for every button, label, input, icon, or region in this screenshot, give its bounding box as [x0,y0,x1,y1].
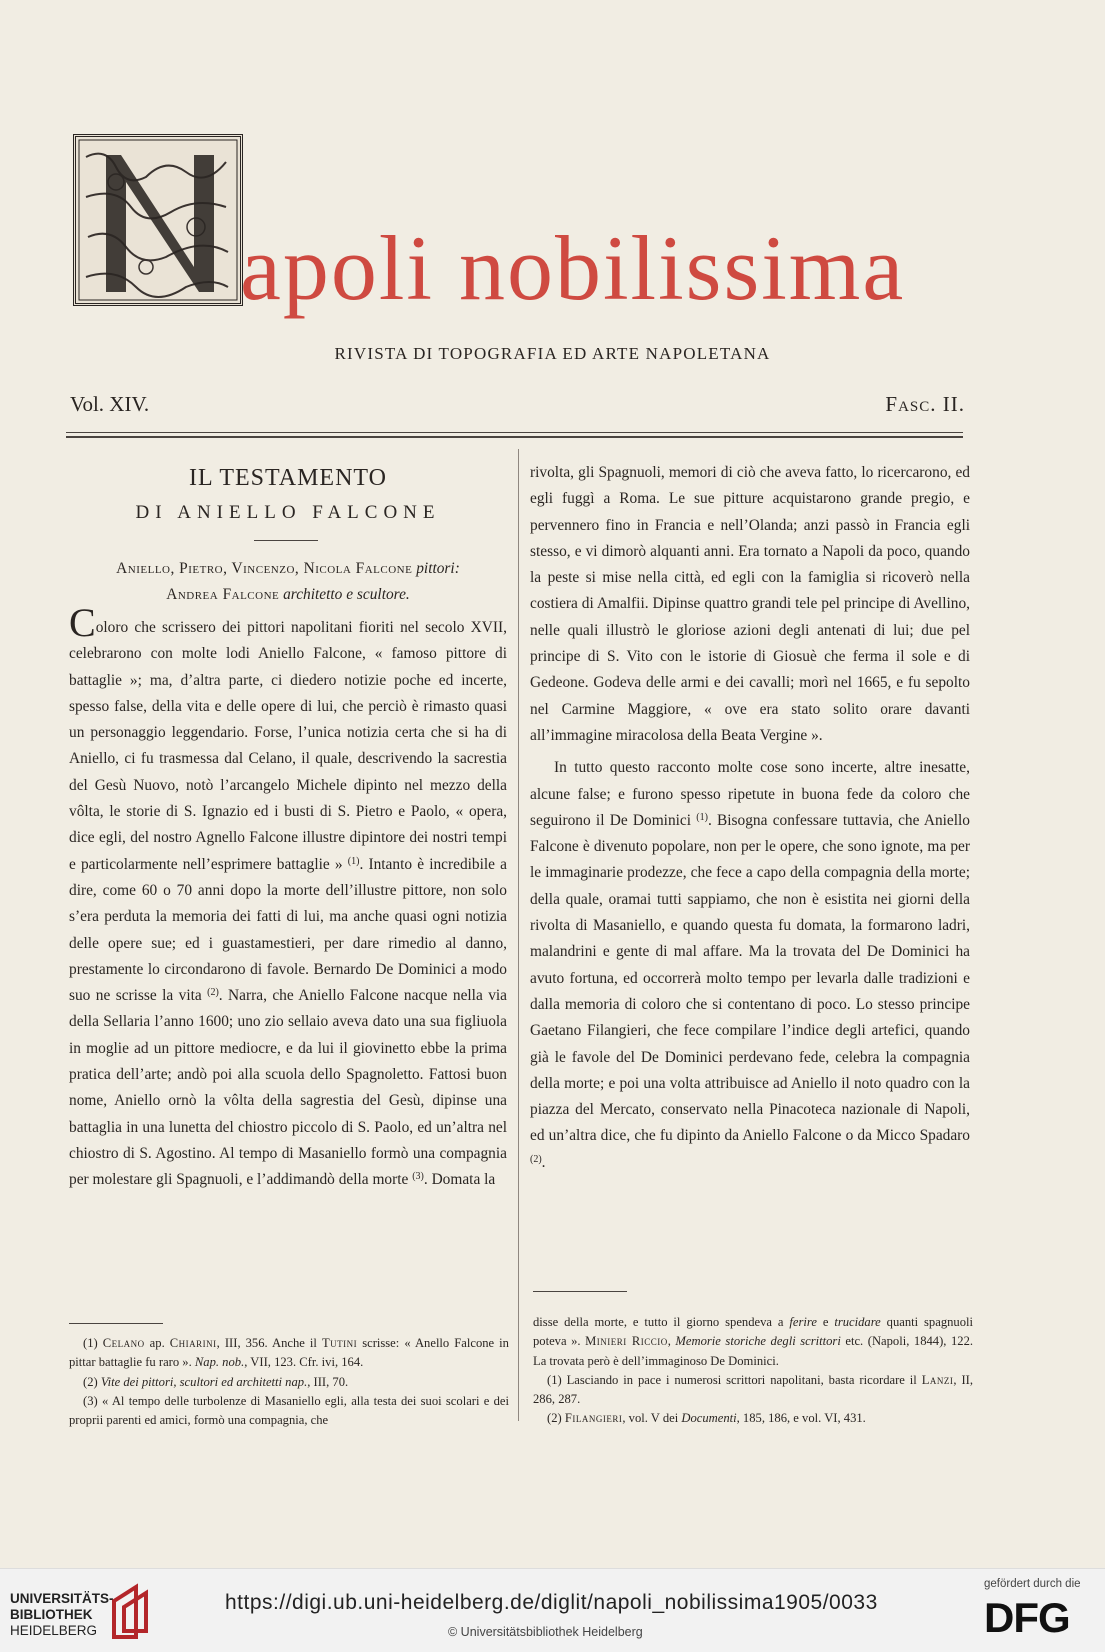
library-name-line: HEIDELBERG [10,1623,98,1638]
paragraph-text: . [541,1153,546,1171]
funded-by-label: gefördert durch die [984,1578,1081,1590]
emphasis: trucidare [834,1315,881,1329]
header-rule-thick [66,436,963,438]
work-title: Nap. nob. [194,1355,245,1370]
article-subtitle: DI ANIELLO FALCONE [135,502,441,523]
paragraph-continuation: rivolta, gli Spagnuoli, memori di ciò che aveva fatto, lo ricercarono, ed egli fuggì a Roma. Le sue pitture acquistarono grande pregio, e pervennero fino in Francia e nell’Olanda; anzi passò in Francia egli stesso, e vi dimorò alquanti anni. Era tornato a Napoli da poco, quando la peste si mise nella città, ed egli con la famiglia si ricoverò nella costiera di Amalfii. Dipinse quattro grandi tele pel principe di Avellino, nelle quali illustrò le gloriose azioni degli antenati di lui; due pel principe di S. Vito con le istorie di Giosuè che ferma il sole e di Gedeone. Godeva delle armi e dei cavalli; morì nel 1665, e fu sepolto nel Carmine Maggiore, « ove era stato solito orare davanti all’immagine miracolosa della Beata Vergine ». [530,464,970,744]
author-name: Celano [102,1336,145,1350]
paragraph-text: . Domata la [423,1171,496,1189]
footnote-text: , [667,1334,676,1349]
author-name: Chiarini [169,1336,217,1350]
volume-number: Vol. XIV. [70,392,150,416]
byline-architect-role: architetto e scultore. [283,586,410,603]
footnote-2 [69,1373,509,1392]
footnote-text: e [816,1315,835,1329]
library-name-line: UNIVERSITÄTS- [10,1591,114,1606]
footnote-rule-right [533,1291,627,1292]
footnote-text: , III, 356. Anche il [216,1336,322,1350]
dfg-logo[interactable]: DFG [984,1594,1070,1641]
article-title-rule [254,540,318,541]
library-logo-icon[interactable] [110,1583,156,1641]
paragraph-text: . Intanto è incredibile a dire, come 60 o 70 anni dopo la morte dell’illustre pittore, non solo s’era perduta la memoria dei fatti di lui, ma anche quasi ogni notizia delle opere sue; ed i guastamestieri, per dare rimedio al danno, prestamente lo circondarono di favole. Bernardo De Dominici a modo suo ne scrisse la vita [69,855,507,1005]
footnote-text: , 185, 186, e vol. VI, 431. [736,1411,866,1426]
footnote-ref: (1) [347,855,360,867]
footnote-text: , III, 70. [307,1374,349,1389]
left-column-text [69,600,507,1194]
journal-title: apoli nobilissima [240,217,906,319]
emphasis: ferire [789,1315,817,1329]
paragraph-text: oloro che scrissero dei pittori napolitani fioriti nel secolo XVII, celebrarono con molte lodi Aniello Falcone, « famoso pittore di battaglie »; ma, d’altra parte, ci diedero notizie poche ed incerte, spesso false, della vita e delle opere di lui, che perciò è rimasto quasi un personaggio leggendario. Forse, l’unica notizia certa che si ha di Aniello, ci fu trasmessa dal Celano, il quale, descrivendo la sacrestia del Gesù Nuovo, notò l’arcangelo Michele dipinto nel mezzo della vôlta, le storie di S. Ignazio ed i busti di S. Pietro e Paolo, « opera, dice egli, del nostro Agnello Falcone illustre dipintore dei nostri tempi e particolarmente nell’esprimere battaglie » [69,619,507,873]
library-name-line: BIBLIOTHEK [10,1607,93,1622]
column-divider [518,449,519,1421]
byline-architect [69,582,507,608]
footnote-1 [69,1334,509,1373]
byline-architect-name: Andrea Falcone [166,586,280,603]
work-title: Memorie storiche degli scrittori [675,1334,841,1349]
footnote-text: ap. [144,1336,170,1350]
page-url-link[interactable]: https://digi.ub.uni-heidelberg.de/diglit/napoli_nobilissima1905/0033 [225,1591,878,1614]
author-name: Lanzi [921,1372,954,1387]
footnote-rule-left [69,1323,163,1324]
footnote-text: (2) [547,1411,565,1426]
copyright-notice: © Universitätsbibliothek Heidelberg [448,1625,643,1639]
drop-cap: C [69,600,96,645]
fascicle-number: Fasc. II. [885,392,965,416]
footnote-right-2 [533,1409,973,1428]
ornamental-initial-n-icon [76,137,240,303]
footnote-right-1 [533,1371,973,1410]
ornamental-initial [73,134,243,306]
paragraph-text: . Narra, che Aniello Falcone nacque nella via della Sellaria l’anno 1600; uno zio sellaio aveva dato una sua figliuola in moglie ad un pittore mediocre, e da lui il giovinetto ebbe la prima pratica dell’arte; andò poi alla scuola dello Spagnoletto. Fattosi buon nome, Aniello ornò la vôlta della sagrestia del Gesù, dipinse una battaglia in una lunetta del chiostro piccolo di S. Paolo, ed un’altra nel chiostro di S. Agostino. Al tempo di Masaniello formò una compagnia per molestare gli Spagnuoli, e l’addimandò della morte [69,987,507,1189]
footnote-ref: (2) [207,987,219,999]
footnote-ref: (1) [696,811,708,823]
footnote-text: etc. (Napoli, 1844), 122. La trovata però è dell’immaginoso De Dominici. [533,1334,974,1368]
journal-subtitle: RIVISTA DI TOPOGRAFIA ED ARTE NAPOLETANA [334,344,771,363]
work-title: Vite dei pittori, scultori ed architetti nap. [100,1374,308,1389]
author-name: Minieri Riccio [585,1334,668,1349]
byline-painters [69,556,507,582]
footnote-3-continued [533,1313,973,1371]
article-title: IL TESTAMENTO [189,465,387,491]
byline-painters-role: pittori: [416,560,460,577]
footnote-text: scrisse: « Anello Falcone in pittar battaglie fu raro ». [69,1336,509,1370]
footnote-ref: (2) [530,1153,542,1165]
footnote-text: , VII, 123. Cfr. ivi, 164. [244,1355,364,1370]
footnote-number: (2) [83,1374,98,1389]
svg-text:N: N [152,236,164,253]
footnotes-left [69,1334,509,1430]
footnote-text: (1) Lasciando in pace i numerosi scrittori napolitani, basta ricordare il [547,1372,922,1387]
right-column-text [530,460,970,1176]
footnote-number: (1) [83,1336,98,1350]
byline-painters-names: Aniello, Pietro, Vincenzo, Nicola Falcone [116,560,413,577]
author-name: Tutini [321,1336,358,1350]
footnote-ref: (3) [412,1171,424,1183]
paragraph-text: . Bisogna confessare tuttavia, che Aniello Falcone è divenuto popolare, non per le opere, che sono ignote, ma per le immaginarie prodezze, che fece a capo della compagnia della morte; della quale, oramai tutti sappiamo, che non è esistita nei giorni della rivolta di Masaniello, e quando questa fu domata, la formarono ladri, malandrini e gente di mal affare. Ma la trovata del De Dominici ha avuto fortuna, ed occorrerà molto tempo per levarla dalle tradizioni e dalla memoria di coloro che si contentano di poco. Lo stesso principe Gaetano Filangieri, che fece compilare l’indice degli artefici, quando già le favole del De Dominici perdevano fede, celebra la compagnia della morte; e poi una volta attribuisce ad Aniello il noto quadro con la piazza del Mercato, conservato nella Pinacoteca nazionale di Napoli, ed un’altra dice, che fu dipinto da Aniello Falcone o da Micco Spadaro [530,811,971,1145]
footnote-text: quanti spagnuoli poteva ». [533,1315,974,1349]
paragraph-1 [69,600,507,1194]
work-title: Documenti [681,1411,737,1426]
author-name: Filangieri [564,1411,623,1426]
footnotes-right [533,1313,973,1429]
viewer-footer [0,1568,1105,1652]
library-name[interactable] [10,1591,114,1639]
header-rule [66,432,963,433]
footnote-text: , II, 286, 287. [533,1372,973,1407]
footnote-text: , vol. V dei [622,1411,682,1426]
paragraph-2 [530,755,970,1176]
footnote-3: (3) « Al tempo delle turbolenze di Masaniello egli, alla testa dei suoi scolari e dei proprii parenti ed amici, formò una compagnia, che [69,1393,509,1428]
paragraph-text: In tutto questo racconto molte cose sono incerte, altre inesatte, alcune false; e furono spesso ripetute in buona fede da coloro che seguirono il De Dominici [530,759,970,829]
footnote-text: disse della morte, e tutto il giorno spendeva a [533,1315,790,1329]
